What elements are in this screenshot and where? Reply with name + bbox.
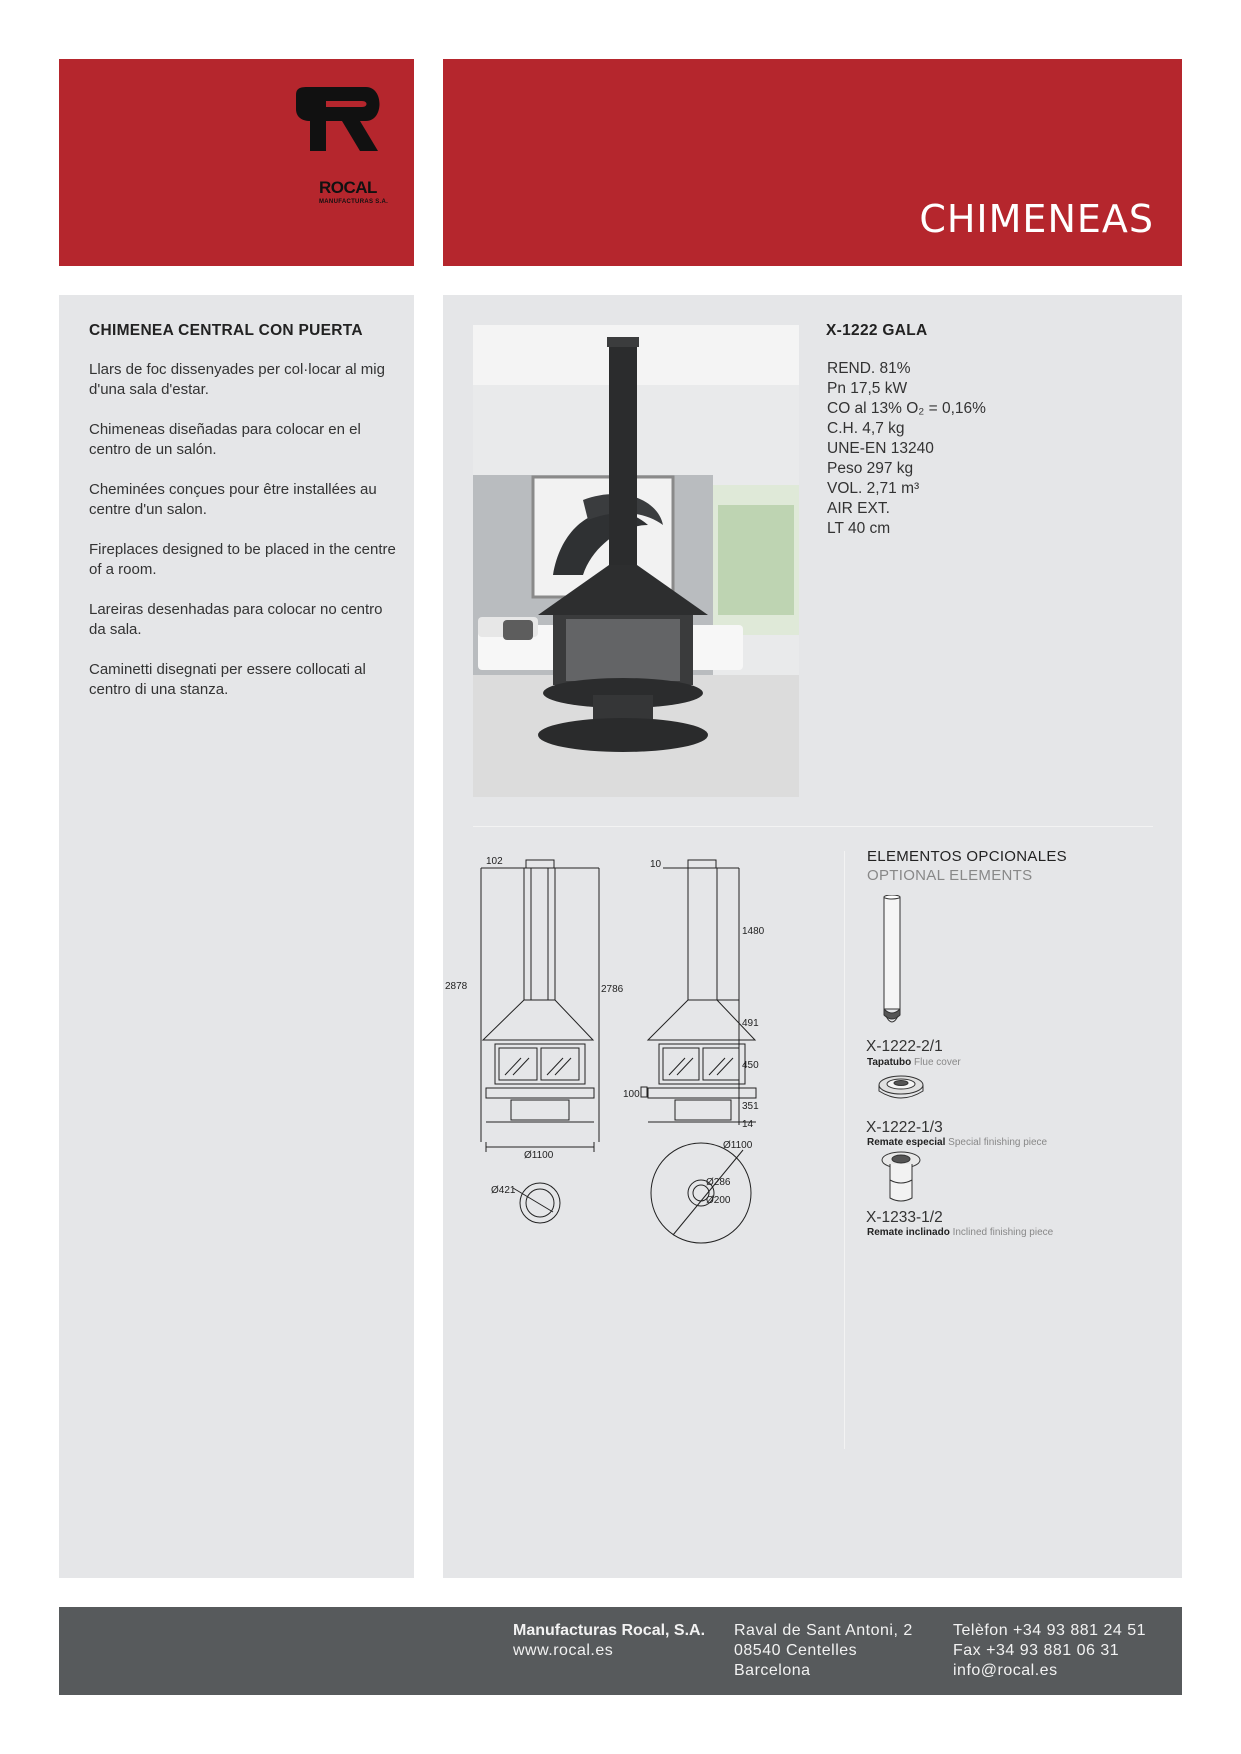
spec-co: CO al 13% O₂ = 0,16% (827, 400, 986, 417)
description-ca: Llars de foc dissenyades per col·locar al mig d'una sala d'estar. (89, 361, 385, 398)
optional-item-label: Remate especial Special finishing piece (867, 1137, 1048, 1148)
footer-address-line: 08540 Centelles (734, 1642, 858, 1659)
spec-efficiency: REND. 81% (827, 360, 911, 377)
footer-company-block (513, 1621, 705, 1661)
footer-company: Manufacturas Rocal, S.A. (513, 1622, 706, 1639)
flue-cover-icon (876, 895, 906, 1030)
description-panel (59, 295, 414, 1578)
spec-power: Pn 17,5 kW (827, 380, 908, 397)
optional-item-code: X-1233-1/2 (866, 1209, 943, 1226)
spec-charge: C.H. 4,7 kg (827, 420, 905, 437)
description-en: Fireplaces designed to be placed in the centre of a room. (89, 541, 396, 578)
description-fr: Cheminées conçues pour être installées au centre d'un salon. (89, 481, 377, 518)
description-pt: Lareiras desenhadas para colocar no centro da sala. (89, 601, 383, 638)
optional-item-label: Tapatubo Flue cover (867, 1057, 961, 1068)
optional-item-code: X-1222-2/1 (866, 1038, 943, 1055)
divider (473, 826, 1153, 827)
spec-log-length: LT 40 cm (827, 520, 891, 537)
dim-side-h1: 1480 (742, 926, 765, 937)
footer-address-line: Raval de Sant Antoni, 2 (734, 1622, 913, 1639)
footer-email[interactable]: info@rocal.es (953, 1662, 1058, 1679)
dim-front-diameter: Ø1100 (524, 1150, 554, 1161)
dim-front-body-height: 2786 (601, 984, 624, 995)
spec-weight: Peso 297 kg (827, 460, 914, 477)
product-panel (443, 295, 1182, 1578)
dim-side-diameter: Ø1100 (723, 1140, 753, 1151)
dim-flue-diameter: Ø421 (491, 1185, 516, 1196)
footer-phone: Telèfon +34 93 881 24 51 (953, 1622, 1147, 1639)
footer-fax: Fax +34 93 881 06 31 (953, 1642, 1120, 1659)
description-es: Chimeneas diseñadas para colocar en el centro de un salón. (89, 421, 361, 458)
spec-air: AIR EXT. (827, 500, 890, 517)
product-photo (473, 325, 799, 797)
footer (59, 1607, 1182, 1695)
divider-vertical (844, 851, 845, 1449)
footer-address (734, 1621, 913, 1681)
dim-side-top: 10 (650, 859, 662, 870)
dim-side-h4: 351 (742, 1101, 759, 1112)
product-category-heading: CHIMENEA CENTRAL CON PUERTA (89, 322, 363, 339)
footer-contact (953, 1621, 1146, 1681)
rocal-logo-icon (296, 87, 391, 151)
special-finishing-piece-icon (876, 1071, 926, 1111)
footer-website[interactable]: www.rocal.es (513, 1642, 614, 1659)
dim-side-h5: 14 (742, 1119, 754, 1130)
technical-drawing (443, 850, 843, 1290)
inclined-finishing-piece-icon (878, 1150, 924, 1206)
optional-item-code: X-1222-1/3 (866, 1119, 943, 1136)
brand-subtitle: MANUFACTURAS S.A. (319, 199, 389, 205)
spec-volume: VOL. 2,71 m³ (827, 480, 920, 497)
dim-front-total-height: 2878 (445, 981, 468, 992)
logo-block (59, 59, 414, 266)
brand-name: ROCAL (319, 178, 377, 197)
dim-side-foot: 100 (623, 1089, 640, 1100)
spec-standard: UNE-EN 13240 (827, 440, 934, 457)
optional-item-label: Remate inclinado Inclined finishing piece (867, 1227, 1054, 1238)
dim-side-h3: 450 (742, 1060, 759, 1071)
dim-side-d1: Ø286 (706, 1177, 731, 1188)
optional-elements-subheading: OPTIONAL ELEMENTS (867, 867, 1033, 884)
product-name: X-1222 GALA (826, 322, 928, 339)
title-block (443, 59, 1182, 266)
description-it: Caminetti disegnati per essere collocati al centro di una stanza. (89, 661, 366, 698)
dim-side-h2: 491 (742, 1018, 759, 1029)
section-title: CHIMENEAS (919, 197, 1154, 241)
optional-elements-heading: ELEMENTOS OPCIONALES (867, 848, 1067, 865)
dim-side-d2: Ø200 (706, 1195, 731, 1206)
footer-address-line: Barcelona (734, 1662, 811, 1679)
dim-front-top: 102 (486, 856, 503, 867)
